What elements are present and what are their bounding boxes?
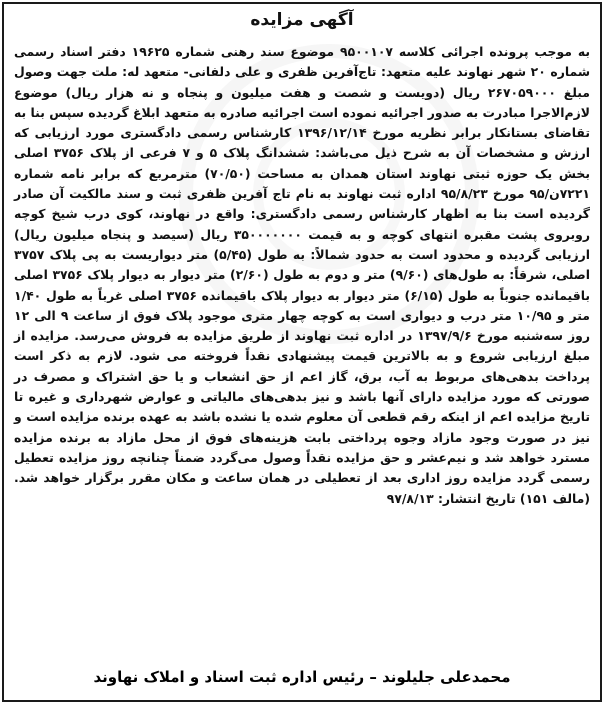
notice-signature: محمدعلی جلیلوند – رئیس اداره ثبت اسناد و املاک نهاوند: [93, 668, 511, 686]
notice-frame: [2, 2, 602, 702]
notice-title: آگهی مزایده: [250, 10, 354, 30]
notice-body: به موجب پرونده اجرائی کلاسه ۹۵۰۰۱۰۷ موضوع سند رهنی شماره ۱۹۶۲۵ دفتر اسناد رسمی شماره ۲۰ شهر نهاوند علیه متعهد: تاج‌آفرین ظفری و علی دلفانی- متعهد له: ملت جهت وصول مبلغ ۲۶۷۰۵۹۰۰۰ ریال (دویست و شصت و هفت میلیون و پنجاه و نه هزار ریال) موضوع لازم‌الاجرا مبادرت به صدور اجرائیه نموده است اجرائیه صادره به متعهد ابلاغ گردیده سپس بنا به تقاضای بستانکار برابر نظریه مورخ ۱۳۹۶/۱۲/۱۴ کارشناس رسمی دادگستری مورد ارزیابی که ارزش و مشخصات آن به شرح ذیل می‌باشد: ششدانگ پلاک ۵ و ۷ فرعی از پلاک ۳۷۵۶ اصلی بخش یک حوزه ثبتی نهاوند استان همدان به مساحت (۷۰/۵۰) مترمربع که برابر نامه شماره ۷۲۲۱ن/۹۵ مورخ ۹۵/۸/۲۳ اداره ثبت نهاوند به نام تاج آفرین ظفری ثبت و سند مالکیت آن صادر گردیده است بنا به اظهار کارشناس رسمی دادگستری: واقع در نهاوند، کوی درب شیخ کوچه روبروی پشت مقبره انتهای کوچه و به قیمت ۳۵۰۰۰۰۰۰۰ ریال (سیصد و پنجاه میلیون ریال) ارزیابی گردیده و محدود است به حدود شمالاً: به طول (۵/۴۵) متر دیواریست به پی پلاک ۳۷۵۷ اصلی، شرقاً: به طول‌های (۹/۶۰) متر و دوم به طول (۲/۶۰) متر دیوار به دیوار پلاک ۳۷۵۶ اصلی باقیمانده جنوباً به طول (۶/۱۵) متر دیوار به دیوار پلاک باقیمانده ۳۷۵۶ اصلی غرباً به طول ۱/۴۰ متر و ۱۰/۹۵ متر درب و دیواری است به کوچه چهار متری موجود پلاک فوق از ساعت ۹ الی ۱۲ روز سه‌شنبه مورخ ۱۳۹۷/۹/۶ در اداره ثبت نهاوند از طریق مزایده به فروش می‌رسد. مزایده از مبلغ ارزیابی شروع و به بالاترین قیمت پیشنهادی نقداً فروخته می شود. لازم به ذکر است پرداخت بدهی‌های مربوط به آب، برق، گاز اعم از حق انشعاب و یا حق اشتراک و مصرف در صورتی که مورد مزایده دارای آنها باشد و نیز بدهی‌های مالیاتی و عوارض شهرداری و غیره تا تاریخ مزایده اعم از اینکه رقم قطعی آن معلوم شده یا نشده باشد به عهده برنده مزایده است و نیز در صورت وجود مازاد وجوه پرداختی بابت هزینه‌های فوق از محل مازاد به برنده مزایده مسترد خواهد شد و نیم‌عشر و حق مزایده نقداً وصول می‌گردد ضمناً چنانچه روز مزایده تعطیل رسمی گردد مزایده روز اداری بعد از تعطیلی در همان ساعت و مکان مقرر برگزار خواهد شد. (مالف ۱۵۱) تاریخ انتشار: ۹۷/۸/۱۳: [14, 44, 591, 506]
